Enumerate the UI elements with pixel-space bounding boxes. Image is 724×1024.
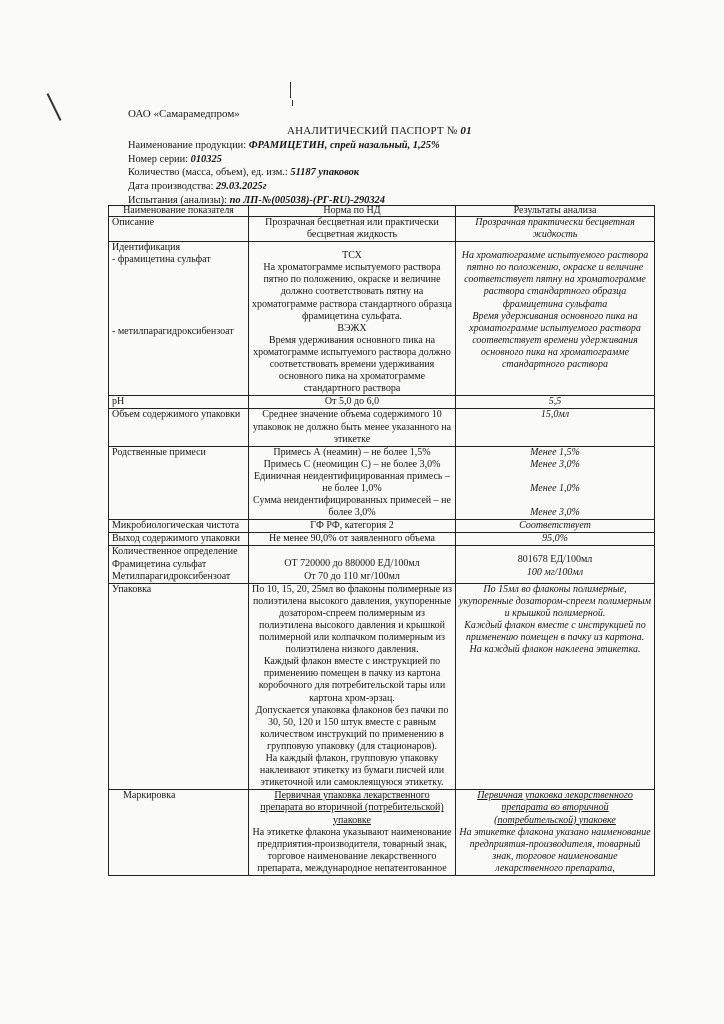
row-norm bbox=[249, 583, 456, 790]
row-name bbox=[109, 242, 249, 396]
table-row bbox=[109, 520, 655, 533]
series-line bbox=[128, 153, 440, 167]
row-spacer bbox=[459, 495, 651, 507]
result-text: Менее 1,5% bbox=[530, 446, 580, 458]
table-row bbox=[109, 217, 655, 242]
series-value: 010325 bbox=[190, 153, 222, 165]
table-row bbox=[109, 242, 655, 396]
production-date-label: Дата производства: bbox=[128, 181, 214, 193]
norm-text: По 10, 15, 20, 25мл во флаконы полимерные из полиэтилена высокого давления, укупоренные дозатором-спреем полимерным из полиэтилена высокого давления и крышкой полимерной или колпачком полимерным из полиэтилена низкого давления. bbox=[252, 583, 452, 656]
row-name: Объем содержимого упаковки bbox=[109, 409, 249, 446]
result-text: 100 мг/100мл bbox=[526, 566, 584, 578]
norm-text: На каждый флакон, групповую упаковку наклеивают этикетку из бумаги писчей или этикеточной или самоклеящуюся этикетку. bbox=[259, 753, 445, 789]
row-spacer bbox=[459, 546, 651, 554]
norm-text: Время удерживания основного пика на хроматограмме испытуемого раствора должно соответствовать времени удерживания основного пика на хроматограмме стандартного раствора bbox=[253, 334, 451, 395]
row-name-title: Количественное определение bbox=[112, 546, 238, 558]
row-name: Микробиологическая чистота bbox=[109, 520, 249, 533]
result-text: Менее 1,0% bbox=[530, 482, 580, 494]
row-norm: Прозрачная бесцветная или практически бесцветная жидкость bbox=[249, 217, 456, 242]
table-header-row bbox=[109, 206, 655, 217]
series-label: Номер серии: bbox=[128, 153, 189, 165]
table-row bbox=[109, 583, 655, 790]
row-result: 95,0% bbox=[456, 533, 655, 546]
row-norm: Не менее 90,0% от заявленного объема bbox=[249, 533, 456, 546]
row-result: 15,0мл bbox=[456, 409, 655, 446]
row-name-title: Идентификация bbox=[112, 242, 181, 254]
row-name: Маркировка bbox=[109, 790, 249, 876]
row-name-sub: Метилпарагидроксибензоат bbox=[112, 570, 231, 582]
row-name bbox=[109, 546, 249, 583]
table-row bbox=[109, 446, 655, 520]
table-row bbox=[109, 790, 655, 876]
production-date-line bbox=[128, 180, 440, 194]
result-text: Менее 3,0% bbox=[530, 458, 580, 470]
result-text: На этикетке флакона указано наименование предприятия-производителя, товарный знак, торговое наименование лекарственного препарата, bbox=[459, 826, 651, 874]
norm-heading: Первичная упаковка лекарственного препарата во вторичной (потребительской) упаковке bbox=[260, 790, 444, 826]
product-value: ФРАМИЦЕТИН, спрей назальный, 1,25% bbox=[248, 140, 440, 151]
method-name: ТСХ bbox=[342, 250, 362, 262]
result-text: По 15мл во флаконы полимерные, укупоренные дозатором-спреем полимерным и крышкой полимерной. bbox=[459, 583, 652, 619]
row-result bbox=[456, 546, 655, 583]
scan-pen-mark bbox=[47, 93, 62, 121]
result-text: Каждый флакон вместе с инструкцией по применению помещен в пачку из картона. bbox=[464, 620, 646, 644]
result-text: На хроматограмме испытуемого раствора пятно по положению, окраске и величине соответствует пятну на хроматограмме раствора стандартного образца фрамицетина сульфата bbox=[461, 250, 649, 310]
row-result bbox=[456, 790, 655, 876]
result-text: Менее 3,0% bbox=[530, 506, 580, 518]
row-norm bbox=[249, 790, 456, 876]
norm-text: От 70 до 110 мг/100мл bbox=[304, 570, 400, 582]
row-result: Соответствует bbox=[456, 520, 655, 533]
row-name: Родственные примеси bbox=[109, 446, 249, 520]
scan-pen-mark bbox=[292, 100, 293, 106]
row-result: Прозрачная практически бесцветная жидкость bbox=[456, 217, 655, 242]
column-header-parameter: Наименование показателя bbox=[109, 206, 249, 217]
method-name: ВЭЖХ bbox=[337, 322, 367, 334]
row-norm bbox=[249, 546, 456, 583]
quantity-line bbox=[128, 166, 440, 180]
norm-text: На этикетке флакона указывают наименование предприятия-производителя, товарный знак, торговое наименование лекарственного препарата, международное непатентованное bbox=[252, 826, 452, 874]
row-spacer bbox=[459, 471, 651, 483]
row-name: Упаковка bbox=[109, 583, 249, 790]
row-result: 5,5 bbox=[456, 396, 655, 409]
norm-text: Примесь С (неомицин С) – не более 3,0% bbox=[263, 458, 441, 470]
table-row bbox=[109, 396, 655, 409]
result-text: 801678 ЕД/100мл bbox=[517, 554, 593, 566]
document-title bbox=[287, 125, 472, 137]
result-heading: Первичная упаковка лекарственного препарата во вторичной (потребительской) упаковке bbox=[477, 790, 633, 826]
result-text: Время удерживания основного пика на хроматограмме испытуемого раствора соответствует времени удерживания основного пика на хроматограмме стандартного раствора bbox=[469, 310, 641, 371]
row-norm: ГФ РФ, категория 2 bbox=[249, 520, 456, 533]
document-number: 01 bbox=[460, 125, 472, 137]
table-row bbox=[109, 409, 655, 446]
row-norm: От 5,0 до 6,0 bbox=[249, 396, 456, 409]
row-name: Выход содержимого упаковки bbox=[109, 533, 249, 546]
row-result bbox=[456, 446, 655, 520]
row-name-sub: - фрамицетина сульфат bbox=[112, 254, 211, 266]
quantity-label: Количество (масса, объем), ед. изм.: bbox=[128, 167, 288, 179]
norm-text: Примесь А (неамин) – не более 1,5% bbox=[273, 446, 431, 458]
norm-text: На хроматограмме испытуемого раствора пятно по положению, окраске и величине должно соответствовать пятну на хроматограмме раствора стандартного образца фрамицетина сульфата. bbox=[252, 262, 452, 322]
document-header-fields bbox=[128, 139, 440, 208]
result-text: На каждый флакон наклеена этикетка. bbox=[469, 644, 641, 656]
norm-text: Сумма неидентифицированных примесей – не более 3,0% bbox=[253, 495, 451, 519]
product-line bbox=[128, 139, 440, 153]
tests-label: Испытания (анализы): bbox=[128, 194, 227, 206]
row-name-sub: - метилпарагидроксибензоат bbox=[112, 326, 234, 338]
scan-pen-mark bbox=[290, 82, 291, 98]
row-norm bbox=[249, 446, 456, 520]
norm-text: Допускается упаковка флаконов без пачки по 30, 50, 120 и 150 штук вместе с равным количеством инструкций по применению в групповую упаковку (для стационаров). bbox=[255, 704, 449, 752]
row-name-sub: Фрамицетина сульфат bbox=[112, 558, 207, 570]
norm-text: ОТ 720000 до 880000 ЕД/100мл bbox=[284, 558, 420, 570]
document-title-text: АНАЛИТИЧЕСКИЙ ПАСПОРТ № bbox=[287, 125, 458, 137]
row-result bbox=[456, 583, 655, 790]
row-result bbox=[456, 242, 655, 396]
row-name: Описание bbox=[109, 217, 249, 242]
production-date-value: 29.03.2025г bbox=[215, 181, 267, 193]
product-label: Наименование продукции: bbox=[128, 140, 247, 151]
tests-value: по ЛП-№(005038)-(РГ-RU)-290324 bbox=[229, 194, 385, 206]
row-spacer bbox=[252, 546, 452, 558]
row-name: pH bbox=[109, 396, 249, 409]
row-spacer bbox=[112, 266, 245, 326]
quantity-value: 51187 упаковок bbox=[290, 167, 360, 179]
norm-text: Каждый флакон вместе с инструкцией по применению помещен в пачку из картона коробочного для потребительской тары или картона хром-эрзац. bbox=[258, 656, 446, 704]
company-name: ОАО «Самарамедпром» bbox=[128, 108, 240, 120]
row-spacer bbox=[252, 242, 452, 250]
analysis-table bbox=[108, 205, 655, 876]
table-row bbox=[109, 546, 655, 583]
row-norm bbox=[249, 242, 456, 396]
table-row bbox=[109, 533, 655, 546]
norm-text: Единичная неидентифицированная примесь – не более 1,0% bbox=[254, 470, 450, 494]
row-spacer bbox=[459, 242, 651, 250]
column-header-result: Результаты анализа bbox=[456, 206, 655, 217]
column-header-norm: Норма по НД bbox=[249, 206, 456, 217]
row-norm: Среднее значение объема содержимого 10 упаковок не должно быть менее указанного на этикетке bbox=[249, 409, 456, 446]
